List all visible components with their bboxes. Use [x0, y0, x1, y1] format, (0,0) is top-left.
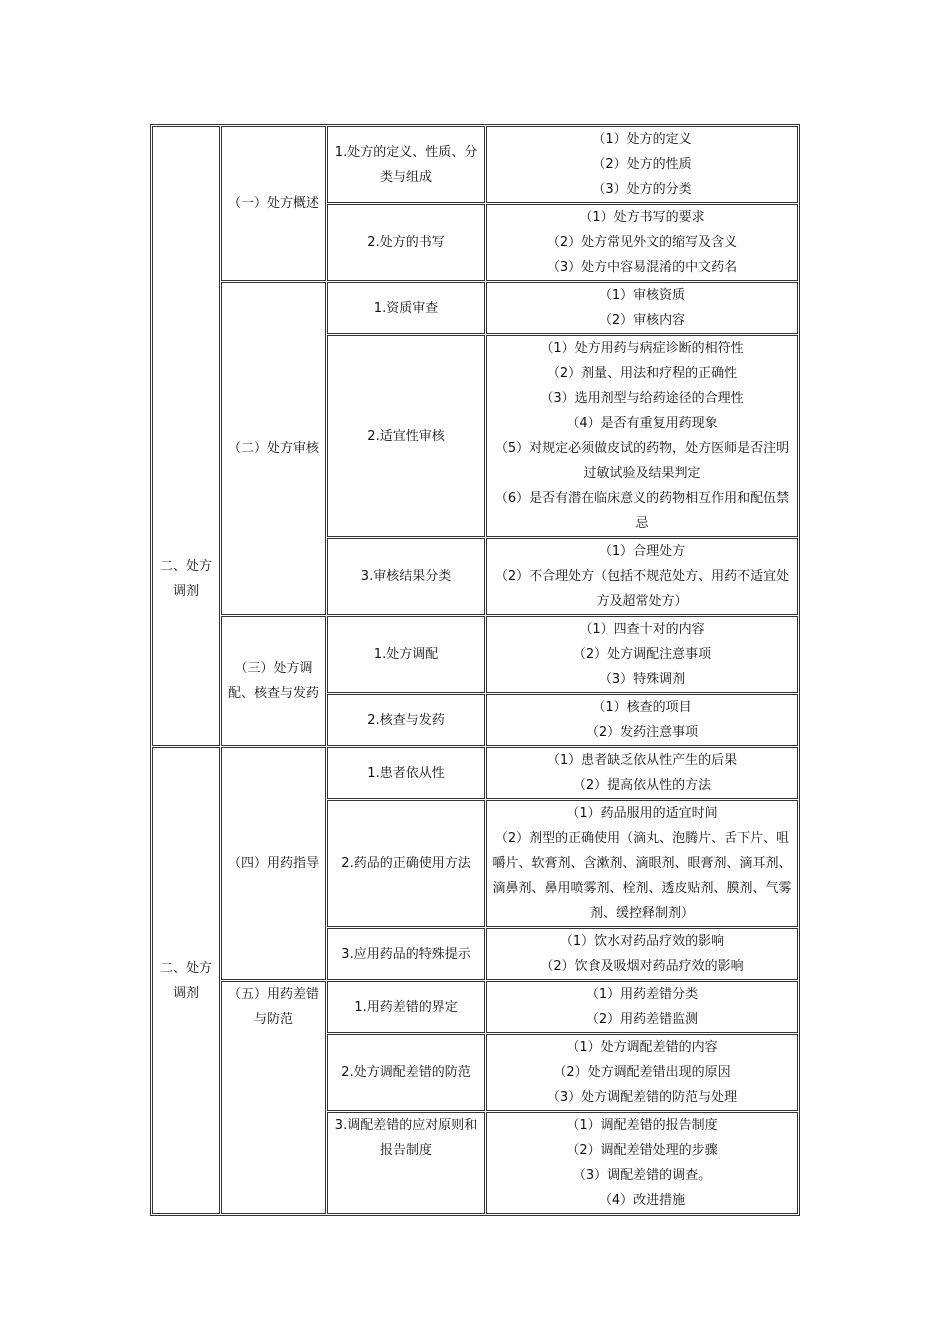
point-text: （1）核查的项目 [592, 700, 692, 715]
points-cell [486, 126, 798, 203]
points-cell [486, 800, 798, 927]
point-text: （2）发药注意事项 [585, 725, 699, 740]
syllabus-table [150, 124, 800, 1216]
point-text: （6）是否有潜在临床意义的药物相互作用和配伍禁忌 [494, 491, 790, 531]
table-row [152, 126, 798, 203]
point-text: （1）处方的定义 [592, 132, 692, 147]
topic-cell: 3.审核结果分类 [327, 538, 485, 615]
points-cell [486, 747, 798, 799]
points-cell [486, 1034, 798, 1111]
point-text: （3）特殊调剂 [598, 672, 686, 687]
table-row [152, 981, 798, 1033]
points-cell [486, 616, 798, 693]
points-cell [486, 335, 798, 537]
point-text: （2）饮食及吸烟对药品疗效的影响 [540, 959, 744, 974]
point-text: （1）用药差错分类 [585, 987, 699, 1002]
point-text: （1）四查十对的内容 [579, 622, 705, 637]
group-cell: （一）处方概述 [221, 126, 326, 281]
points-cell [486, 981, 798, 1033]
topic-cell: 2.适宜性审核 [327, 335, 485, 537]
point-text: （1）审核资质 [598, 288, 686, 303]
group-cell: （五）用药差错与防范 [221, 981, 326, 1214]
point-text: （4）是否有重复用药现象 [566, 416, 718, 431]
point-text: （2）用药差错监测 [585, 1012, 699, 1027]
points-cell [486, 1112, 798, 1214]
point-text: （2）剂型的正确使用（滴丸、泡腾片、舌下片、咀嚼片、软膏剂、含漱剂、滴眼剂、眼膏剂、滴耳剂、滴鼻剂、鼻用喷雾剂、栓剂、透皮贴剂、膜剂、气雾剂、缓控释制剂） [492, 831, 792, 921]
point-text: （1）处方用药与病症诊断的相符性 [540, 341, 744, 356]
topic-cell: 3.调配差错的应对原则和报告制度 [327, 1112, 485, 1214]
topic-cell: 1.患者依从性 [327, 747, 485, 799]
point-text: （1）合理处方 [598, 544, 686, 559]
group-cell: （三）处方调配、核查与发药 [221, 616, 326, 746]
points-cell [486, 538, 798, 615]
point-text: （5）对规定必须做皮试的药物，处方医师是否注明过敏试验及结果判定 [494, 441, 790, 481]
point-text: （2）处方调配注意事项 [572, 647, 712, 662]
topic-cell: 1.资质审查 [327, 282, 485, 334]
point-text: （1）处方调配差错的内容 [566, 1040, 718, 1055]
topic-cell: 1.用药差错的界定 [327, 981, 485, 1033]
topic-cell: 1.处方的定义、性质、分类与组成 [327, 126, 485, 203]
points-cell [486, 694, 798, 746]
point-text: （2）提高依从性的方法 [572, 778, 712, 793]
points-cell [486, 204, 798, 281]
topic-cell: 2.药品的正确使用方法 [327, 800, 485, 927]
table-row [152, 747, 798, 799]
point-text: （2）调配差错处理的步骤 [566, 1143, 718, 1158]
unit-cell: 二、处方调剂 [152, 747, 220, 1214]
point-text: （1）调配差错的报告制度 [566, 1118, 718, 1133]
point-text: （2）不合理处方（包括不规范处方、用药不适宜处方及超常处方） [494, 569, 790, 609]
topic-cell: 2.核查与发药 [327, 694, 485, 746]
point-text: （2）处方调配差错出现的原因 [553, 1065, 731, 1080]
table-row [152, 282, 798, 334]
unit-cell: 二、处方调剂 [152, 126, 220, 746]
point-text: （2）处方的性质 [592, 157, 692, 172]
point-text: （1）饮水对药品疗效的影响 [559, 934, 725, 949]
point-text: （3）选用剂型与给药途径的合理性 [540, 391, 744, 406]
topic-cell: 2.处方的书写 [327, 204, 485, 281]
topic-cell: 1.处方调配 [327, 616, 485, 693]
point-text: （3）调配差错的调查。 [572, 1168, 712, 1183]
table-row [152, 616, 798, 693]
point-text: （1）药品服用的适宜时间 [566, 806, 718, 821]
group-cell: （四）用药指导 [221, 747, 326, 980]
point-text: （3）处方中容易混淆的中文药名 [546, 260, 738, 275]
point-text: （1）处方书写的要求 [579, 210, 705, 225]
point-text: （4）改进措施 [598, 1193, 686, 1208]
topic-cell: 3.应用药品的特殊提示 [327, 928, 485, 980]
syllabus-page [150, 124, 800, 1216]
point-text: （1）患者缺乏依从性产生的后果 [546, 753, 738, 768]
point-text: （2）处方常见外文的缩写及含义 [546, 235, 738, 250]
point-text: （3）处方的分类 [592, 182, 692, 197]
points-cell [486, 282, 798, 334]
topic-cell: 2.处方调配差错的防范 [327, 1034, 485, 1111]
group-cell: （二）处方审核 [221, 282, 326, 615]
point-text: （3）处方调配差错的防范与处理 [546, 1090, 738, 1105]
point-text: （2）审核内容 [598, 313, 686, 328]
point-text: （2）剂量、用法和疗程的正确性 [546, 366, 738, 381]
points-cell [486, 928, 798, 980]
